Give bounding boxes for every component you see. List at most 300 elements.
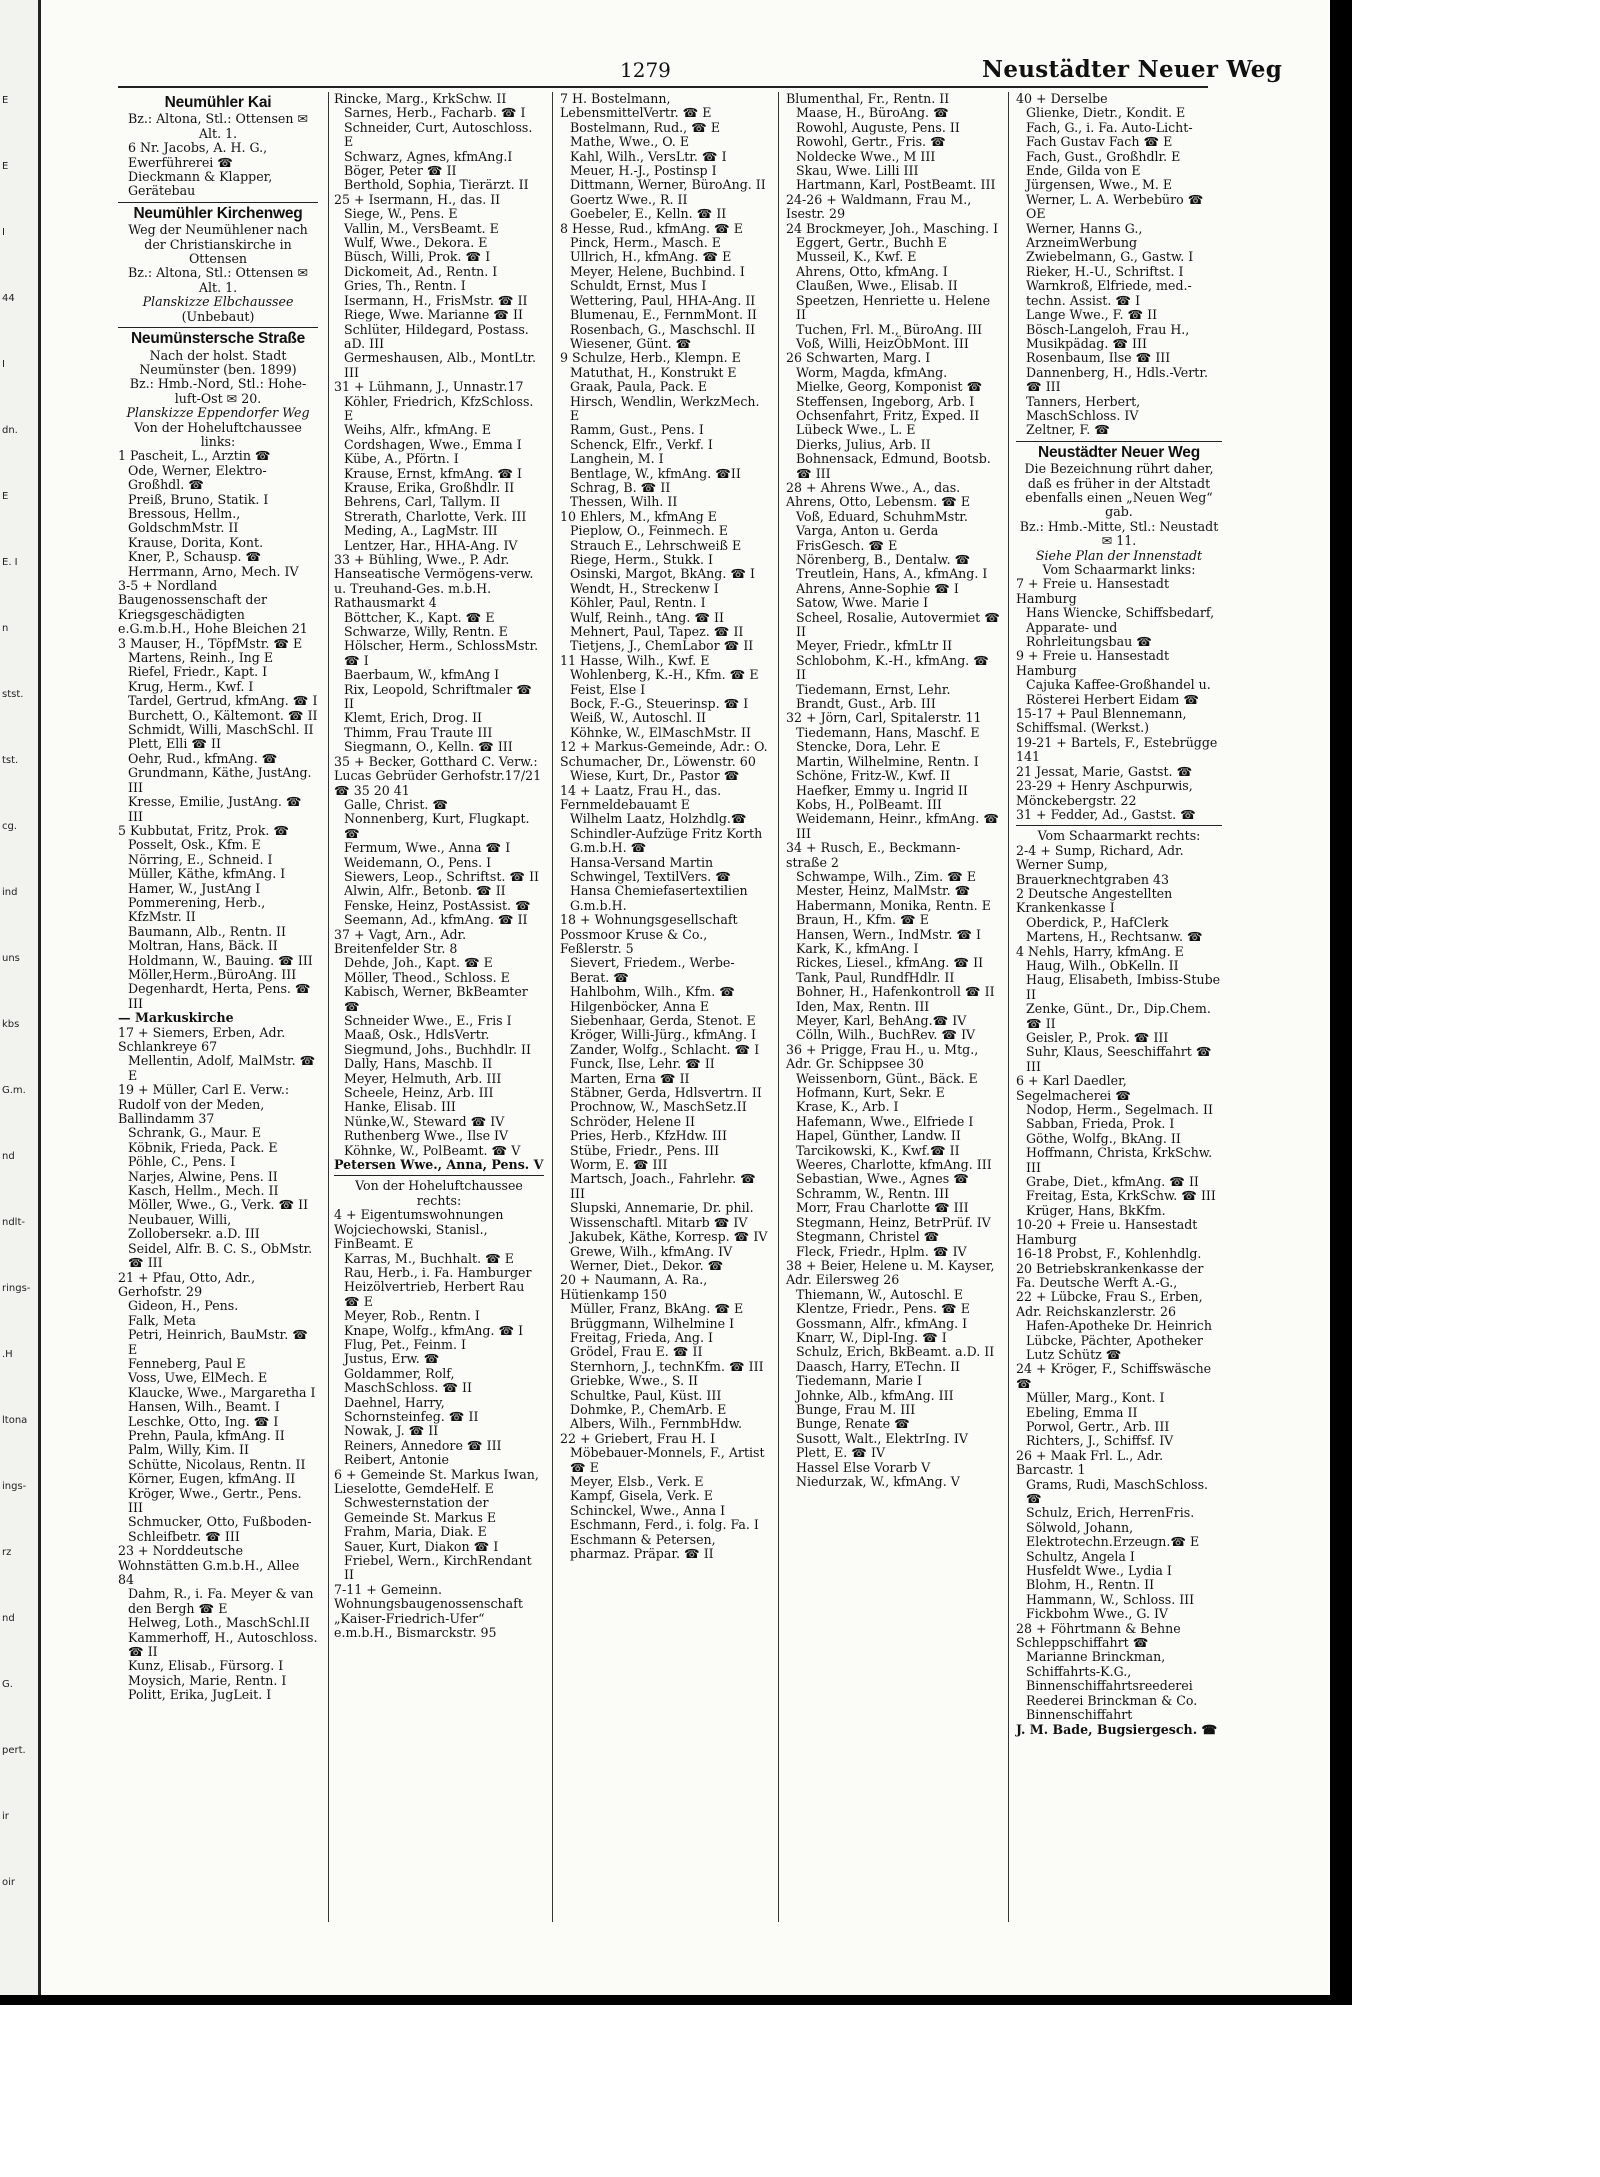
margin-fragment: nd xyxy=(2,1613,15,1624)
resident-entry: Baerbaum, W., kfmAng I xyxy=(344,667,500,683)
house-entry: 6 + Karl Daedler, Segelmacherei ☎ xyxy=(1016,1073,1131,1103)
resident-entry: J. M. Bade, Bugsiergesch. ☎ xyxy=(1016,1721,1218,1737)
street-description: Bz.: Altona, Stl.: Ottensen ✉ Alt. 1. xyxy=(127,111,313,141)
resident-entry: Slupski, Annemarie, Dr. phil. Wissenschaftl. Mitarb ☎ IV xyxy=(570,1200,758,1230)
resident-entry: Kasch, Hellm., Mech. II xyxy=(128,1183,279,1199)
house-entry: 3 Mauser, H., TöpfMstr. ☎ E xyxy=(118,635,303,651)
resident-entry: Fickbohm Wwe., G. IV xyxy=(1026,1606,1169,1622)
resident-entry: Schröder, Helene II xyxy=(570,1113,695,1129)
column-1 xyxy=(118,92,322,1922)
resident-entry: Dehde, Joh., Kapt. ☎ E xyxy=(344,955,493,971)
margin-fragment: ndlt- xyxy=(2,1217,25,1228)
resident-entry: Riege, Herm., Stukk. I xyxy=(570,552,713,567)
resident-entry: Hölscher, Herm., SchlossMstr. ☎ I xyxy=(344,638,543,668)
margin-fragment: nd xyxy=(2,1151,15,1162)
resident-entry: Fenske, Heinz, PostAssist. ☎ xyxy=(344,897,531,913)
house-entry: 38 + Beier, Helene u. M. Kayser, Adr. Eilersweg 26 xyxy=(786,1257,999,1288)
house-entry: 8 Hesse, Rud., kfmAng. ☎ E xyxy=(560,220,743,236)
resident-entry: Mathe, Wwe., O. E xyxy=(570,134,690,150)
resident-entry: Tank, Paul, RundfHdlr. II xyxy=(796,969,955,985)
resident-entry: Knape, Wolfg., kfmAng. ☎ I xyxy=(344,1322,524,1338)
resident-entry: Ebeling, Emma II xyxy=(1026,1404,1138,1420)
resident-entry: Dieckmann & Klapper, Gerätebau xyxy=(128,169,277,199)
resident-entry: Göthe, Wolfg., BkAng. II xyxy=(1026,1130,1181,1146)
resident-entry: Krase, K., Arb. I xyxy=(796,1099,899,1115)
resident-entry: Ende, Gilda von E xyxy=(1026,163,1141,179)
resident-entry: Ahrens, Anne-Sophie ☎ I xyxy=(796,580,959,596)
resident-entry: Freitag, Esta, KrkSchw. ☎ III xyxy=(1026,1188,1216,1204)
resident-entry: Kabisch, Werner, BkBeamter ☎ xyxy=(344,984,532,1014)
house-entry: 33 + Bühling, Wwe., P. Adr. Hanseatische Vermögens-verw. u. Treuhand-Ges. m.b.H. Rathausmarkt 4 xyxy=(334,552,538,611)
resident-entry: Ruthenberg Wwe., Ilse IV xyxy=(344,1128,509,1144)
plan-reference: Planskizze Eppendorfer Weg xyxy=(126,405,310,421)
resident-entry: Daehnel, Harry, Schornsteinfeg. ☎ II xyxy=(344,1394,479,1424)
resident-entry: Grundmann, Käthe, JustAng. III xyxy=(128,765,316,795)
house-entry: 10 Ehlers, M., kfmAng E xyxy=(560,508,717,524)
house-entry: 20 + Naumann, A. Ra., Hütienkamp 150 xyxy=(560,1272,712,1302)
resident-entry: Hamer, W., JustAng I xyxy=(128,880,261,896)
resident-entry: Sternhorn, J., technKfm. ☎ III xyxy=(570,1358,764,1374)
resident-entry: Voß, Eduard, SchuhmMstr. xyxy=(796,508,968,524)
resident-entry: Worm, E. ☎ III xyxy=(570,1157,668,1173)
resident-entry: Kark, K., kfmAng. I xyxy=(796,940,919,956)
resident-entry: Posselt, Osk., Kfm. E xyxy=(128,837,261,853)
house-entry: 22 + Lübcke, Frau S., Erben, Adr. Reichskanzlerstr. 26 xyxy=(1016,1289,1207,1319)
column-divider xyxy=(552,92,553,1922)
resident-entry: Köbnik, Frieda, Pack. E xyxy=(128,1139,278,1155)
resident-entry: Hafemann, Wwe., Elfriede I xyxy=(796,1113,974,1129)
resident-entry: Herrmann, Arno, Mech. IV xyxy=(128,563,299,579)
column-divider xyxy=(778,92,779,1922)
resident-entry: Schlüter, Hildegard, Postass. aD. III xyxy=(344,321,533,351)
house-entry: 7 + Freie u. Hansestadt Hamburg xyxy=(1016,576,1174,606)
resident-entry: Wulf, Reinh., tAng. ☎ II xyxy=(570,609,724,625)
margin-fragment: dn. xyxy=(2,425,18,436)
page-number: 1279 xyxy=(620,58,671,82)
house-entry: 35 + Becker, Gotthard C. Verw.: Lucas Gebrüder Gerhofstr.17/21 ☎ 35 20 41 xyxy=(334,753,546,798)
resident-entry: Oberdick, P., HafClerk xyxy=(1026,914,1169,930)
resident-entry: Petri, Heinrich, BauMstr. ☎ E xyxy=(128,1327,312,1357)
margin-fragment: E xyxy=(2,491,9,502)
resident-entry: Meyer, Rob., Rentn. I xyxy=(344,1308,480,1324)
resident-entry: Wettering, Paul, HHA-Ang. II xyxy=(570,292,756,308)
house-entry: 31 + Fedder, Ad., Gastst. ☎ xyxy=(1016,806,1196,822)
resident-entry: Langhein, M. I xyxy=(570,451,664,467)
resident-entry: Holdmann, W., Bauing. ☎ III xyxy=(128,952,313,968)
house-entry: 19-21 + Bartels, F., Estebrügge 141 xyxy=(1016,734,1222,765)
resident-entry: Ochsenfahrt, Fritz, Exped. II xyxy=(796,407,980,423)
resident-entry: Bock, F.-G., Steuerinsp. ☎ I xyxy=(570,696,749,712)
resident-entry: Helweg, Loth., MaschSchl.II xyxy=(128,1615,310,1631)
house-entry: 12 + Markus-Gemeinde, Adr.: O. Schumacher, Dr., Löwenstr. 60 xyxy=(560,739,772,769)
resident-entry: Klaucke, Wwe., Margaretha I xyxy=(128,1384,316,1400)
resident-entry: Osinski, Margot, BkAng. ☎ I xyxy=(570,566,756,582)
resident-entry: Schinckel, Wwe., Anna I xyxy=(570,1502,726,1518)
resident-entry: Meding, A., LagMstr. III xyxy=(344,523,498,539)
resident-entry: Martens, H., Rechtsanw. ☎ xyxy=(1026,929,1203,945)
resident-entry: Müller, Käthe, kfmAng. I xyxy=(128,866,286,882)
resident-entry: Wiese, Kurt, Dr., Pastor ☎ xyxy=(570,768,740,784)
resident-entry: Goertz Wwe., R. II xyxy=(570,191,688,207)
resident-entry: Weidemann, O., Pens. I xyxy=(344,854,492,870)
resident-entry: Warnkroß, Elfriede, med.-techn. Assist. ☎ I xyxy=(1026,278,1192,308)
resident-entry: Hapel, Günther, Landw. II xyxy=(796,1128,961,1144)
resident-entry: Prochnow, W., MaschSetz.II xyxy=(570,1099,747,1115)
resident-entry: Thessen, Wilh. II xyxy=(570,494,678,510)
resident-entry: Griebke, Wwe., S. II xyxy=(570,1373,699,1389)
resident-entry: Glienke, Dietr., Kondit. E xyxy=(1026,105,1186,121)
resident-entry: Justus, Erw. ☎ xyxy=(344,1351,440,1367)
house-entry: Blumenthal, Fr., Rentn. II xyxy=(786,91,950,106)
house-entry: 36 + Prigge, Frau H., u. Mtg., Adr. Gr. Schippsee 30 xyxy=(786,1041,983,1072)
street-description: Weg der Neumühlener nach der Christianskirche in Ottensen xyxy=(128,222,312,267)
resident-entry: Voss, Uwe, ElMech. E xyxy=(128,1370,268,1386)
resident-entry: Oehr, Rud., kfmAng. ☎ xyxy=(128,750,278,766)
resident-entry: Bressous, Hellm., GoldschmMstr. II xyxy=(128,505,245,536)
resident-entry: Weidemann, Heinr., kfmAng. ☎ III xyxy=(796,811,1004,841)
resident-entry: Dohmke, P., ChemArb. E xyxy=(570,1401,727,1417)
resident-entry: Goebeler, E., Kelln. ☎ II xyxy=(570,206,727,222)
resident-entry: Blumenau, E., FernmMont. II xyxy=(570,307,757,323)
resident-entry: Gossmann, Alfr., kfmAng. I xyxy=(796,1315,968,1331)
resident-entry: Nodop, Herm., Segelmach. II xyxy=(1026,1102,1213,1118)
resident-entry: Behrens, Carl, Tallym. II xyxy=(344,494,501,510)
resident-entry: Fach, G., i. Fa. Auto-Licht-Fach Gustav Fach ☎ E xyxy=(1026,119,1193,150)
resident-entry: Dickomeit, Ad., Rentn. I xyxy=(344,263,498,279)
resident-entry: Fach, Gust., Großhdlr. E xyxy=(1026,148,1181,164)
margin-fragment: ltona xyxy=(2,1415,28,1426)
resident-entry: Hassel Else Vorarb V xyxy=(796,1459,931,1475)
street-heading: Neustädter Neuer Weg xyxy=(1038,443,1200,461)
margin-fragment: stst. xyxy=(2,689,24,700)
resident-entry: Sarnes, Herb., Facharb. ☎ I xyxy=(344,105,526,121)
resident-entry: Möller, Theod., Schloss. E xyxy=(344,969,510,985)
resident-entry: Johnke, Alb., kfmAng. III xyxy=(796,1387,954,1403)
house-entry: 10-20 + Freie u. Hansestadt Hamburg xyxy=(1016,1217,1202,1247)
resident-entry: Tanners, Herbert, MaschSchloss. IV xyxy=(1026,393,1145,423)
resident-entry: Martens, Reinh., Ing E xyxy=(128,650,274,666)
resident-entry: Voß, Willi, HeizÖbMont. III xyxy=(796,335,969,351)
resident-entry: Kunz, Elisab., Fürsorg. I xyxy=(128,1658,284,1674)
resident-entry: Politt, Erika, JugLeit. I xyxy=(128,1687,272,1703)
resident-entry: Habermann, Monika, Rentn. E xyxy=(796,897,991,913)
resident-entry: Petersen Wwe., Anna, Pens. V xyxy=(334,1157,544,1173)
house-entry: 23 + Norddeutsche Wohnstätten G.m.b.H., Allee 84 xyxy=(118,1543,304,1588)
resident-entry: Köhnke, W., ElMaschMstr. II xyxy=(570,724,751,740)
street-description: (Unbebaut) xyxy=(181,308,255,324)
scan-edge-bottom xyxy=(0,1995,1352,2005)
margin-fragment: ings- xyxy=(2,1481,27,1492)
resident-entry: Klemt, Erich, Drog. II xyxy=(344,710,483,726)
resident-entry: Krause, Dorita, Kont. xyxy=(128,534,264,550)
resident-entry: Böger, Peter ☎ II xyxy=(344,163,457,179)
resident-entry: Wilhelm Laatz, Holzhdlg.☎ xyxy=(570,811,747,827)
resident-entry: Gideon, H., Pens. xyxy=(128,1298,239,1314)
resident-entry: Wendt, H., Streckenw I xyxy=(570,580,719,596)
resident-entry: Braun, H., Kfm. ☎ E xyxy=(796,912,929,928)
resident-entry: Meyer, Elsb., Verk. E xyxy=(570,1474,704,1489)
resident-entry: Niedurzak, W., kfmAng. V xyxy=(796,1474,960,1489)
margin-fragment: I xyxy=(2,359,5,370)
resident-entry: Cölln, Wilh., BuchRev. ☎ IV xyxy=(796,1027,976,1043)
resident-entry: Cordshagen, Wwe., Emma I xyxy=(344,436,522,452)
resident-entry: Haefker, Emmy u. Ingrid II xyxy=(796,782,968,798)
street-description: Vom Schaarmarkt rechts: xyxy=(1037,828,1201,844)
resident-entry: Husfeldt Wwe., Lydia I xyxy=(1026,1563,1172,1579)
resident-entry: Wohlenberg, K.-H., Kfm. ☎ E xyxy=(570,667,759,683)
resident-entry: Hammann, W., Schloss. III xyxy=(1026,1591,1195,1607)
resident-entry: Preiß, Bruno, Statik. I xyxy=(128,491,269,507)
resident-entry: Haug, Elisabeth, Imbiss-Stube II xyxy=(1026,972,1225,1002)
resident-entry: Marianne Brinckman, Schiffahrts-K.G., Binnenschiffahrtsreederei xyxy=(1026,1649,1193,1694)
house-entry: 21 Jessat, Marie, Gastst. ☎ xyxy=(1016,763,1193,779)
margin-fragment: uns xyxy=(2,953,20,964)
house-entry: 4 Nehls, Harry, kfmAng. E xyxy=(1016,943,1184,959)
resident-entry: Feist, Else I xyxy=(570,681,646,697)
resident-entry: Plett, E. ☎ IV xyxy=(796,1445,886,1461)
margin-fragment: oir xyxy=(2,1877,16,1888)
resident-entry: Knarr, W., Dipl-Ing. ☎ I xyxy=(796,1329,947,1345)
resident-entry: Hans Wiencke, Schiffsbedarf, Apparate- und Rohrleitungsbau ☎ xyxy=(1026,605,1219,650)
resident-entry: Ramm, Gust., Pens. I xyxy=(570,422,704,438)
resident-entry: Grams, Rudi, MaschSchloss. ☎ xyxy=(1026,1476,1213,1506)
resident-entry: Funck, Ilse, Lehr. ☎ II xyxy=(570,1056,715,1072)
resident-entry: Dittmann, Werner, BüroAng. II xyxy=(570,177,766,193)
resident-entry: Köhler, Paul, Rentn. I xyxy=(570,595,706,611)
resident-entry: Zenke, Günt., Dr., Dip.Chem. ☎ II xyxy=(1026,1001,1215,1031)
resident-entry: Brandt, Gust., Arb. III xyxy=(796,696,936,712)
resident-entry: Fermum, Wwe., Anna ☎ I xyxy=(344,840,511,856)
resident-entry: Richters, J., Schiffsf. IV xyxy=(1026,1433,1174,1449)
resident-entry: Meyer, Helene, Buchbind. I xyxy=(570,263,745,279)
resident-entry: Siewers, Leop., Schriftst. ☎ II xyxy=(344,868,540,884)
margin-fragment: ir xyxy=(2,1811,9,1822)
street-heading: Neumühler Kai xyxy=(164,94,272,111)
plan-reference: Siehe Plan der Innenstadt xyxy=(1035,547,1203,563)
house-entry: 15-17 + Paul Blennemann, Schiffsmal. (Werkst.) xyxy=(1016,706,1191,736)
house-entry: 19 + Müller, Carl E. Verw.: Rudolf von der Meden, Ballindamm 37 xyxy=(118,1082,294,1127)
resident-entry: Martin, Wilhelmine, Rentn. I xyxy=(796,753,979,769)
resident-entry: Dannenberg, H., Hdls.-Vertr. ☎ III xyxy=(1026,364,1212,395)
resident-entry: Palm, Willy, Kim. II xyxy=(128,1442,249,1458)
resident-entry: Berthold, Sophia, Tierärzt. II xyxy=(344,177,529,193)
header-rule xyxy=(118,86,1208,88)
house-entry: 4 + Eigentumswohnungen Wojciechowski, Stanisl., FinBeamt. E xyxy=(334,1207,508,1252)
resident-entry: Eschmann, Ferd., i. folg. Fa. I xyxy=(570,1517,759,1533)
resident-entry: Rix, Leopold, Schriftmaler ☎ II xyxy=(344,681,536,712)
resident-entry: Grödel, Frau E. ☎ II xyxy=(570,1344,703,1360)
house-entry: 7-11 + Gemeinn. Wohnungsbaugenossenschaft „Kaiser-Friedrich-Ufer“ e.m.b.H., Bismarckstr. 95 xyxy=(334,1581,527,1641)
resident-entry: Reederei Brinckman & Co. Binnenschiffahrt xyxy=(1026,1692,1202,1723)
resident-entry: Marten, Erna ☎ II xyxy=(570,1070,690,1086)
resident-entry: Porwol, Gertr., Arb. III xyxy=(1026,1418,1170,1434)
resident-entry: Blohm, H., Rentn. II xyxy=(1026,1577,1155,1593)
resident-entry: Galle, Christ. ☎ xyxy=(344,796,449,812)
resident-entry: Schmidt, Willi, MaschSchl. II xyxy=(128,722,314,738)
resident-entry: Weeres, Charlotte, kfmAng. III xyxy=(796,1157,992,1173)
resident-entry: Riefel, Friedr., Kapt. I xyxy=(128,664,268,680)
resident-entry: Lange Wwe., F. ☎ II xyxy=(1026,307,1158,323)
house-entry: 9 Schulze, Herb., Klempn. E xyxy=(560,350,741,366)
resident-entry: Bostelmann, Rud., ☎ E xyxy=(570,119,721,135)
resident-entry: Stübe, Friedr., Pens. III xyxy=(570,1142,720,1158)
house-entry: 7 H. Bostelmann, LebensmittelVertr. ☎ E xyxy=(560,91,712,121)
house-entry: 6 + Gemeinde St. Markus Iwan, Lieselotte, GemdeHelf. E xyxy=(334,1466,543,1496)
street-description: Von der Hoheluftchaussee rechts: xyxy=(355,1178,527,1208)
resident-entry: Tiedemann, Ernst, Lehr. xyxy=(796,681,951,697)
resident-entry: Mester, Heinz, MalMstr. ☎ xyxy=(796,883,971,899)
resident-entry: Hoffmann, Christa, KrkSchw. III xyxy=(1026,1145,1217,1175)
resident-entry: Reibert, Antonie xyxy=(344,1452,450,1468)
resident-entry: Siegmund, Johs., Buchhdlr. II xyxy=(344,1041,531,1057)
resident-entry: Werner, Diet., Dekor. ☎ xyxy=(570,1257,724,1273)
resident-entry: Stäbner, Gerda, Hdlsvertrn. II xyxy=(570,1085,762,1101)
resident-entry: Tiedemann, Hans, Maschf. E xyxy=(796,724,980,740)
street-description: Bz.: Hmb.-Mitte, Stl.: Neustadt ✉ 11. xyxy=(1019,518,1223,549)
resident-entry: Wulf, Wwe., Dekora. E xyxy=(344,235,488,251)
resident-entry: Ode, Werner, Elektro-Großhdl. ☎ xyxy=(128,462,267,493)
margin-fragment: tst. xyxy=(2,755,19,766)
resident-entry: Seidel, Alfr. B. C. S., ObMstr. ☎ III xyxy=(128,1240,317,1271)
resident-entry: Krause, Ernst, kfmAng. ☎ I xyxy=(344,465,522,481)
resident-entry: Rosenbach, G., Maschschl. II xyxy=(570,321,756,337)
resident-entry: Meuer, H.-J., Postinsp I xyxy=(570,163,717,179)
resident-entry: Rau, Herb., i. Fa. Hamburger Heizölvertrieb, Herbert Rau ☎ E xyxy=(344,1264,536,1309)
resident-entry: Leschke, Otto, Ing. ☎ I xyxy=(128,1413,279,1429)
resident-entry: Büsch, Willi, Prok. ☎ I xyxy=(344,249,491,265)
scan-edge-right xyxy=(1330,0,1352,2005)
resident-entry: Tarcikowski, K., Kwf.☎ II xyxy=(796,1142,960,1158)
house-entry: 1 Pascheit, L., Arztin ☎ xyxy=(118,448,271,464)
resident-entry: Hofmann, Kurt, Sekr. E xyxy=(796,1085,945,1101)
margin-fragment: cg. xyxy=(2,821,18,832)
resident-entry: Sabban, Frieda, Prok. I xyxy=(1026,1116,1175,1132)
resident-entry: Kner, P., Schausp. ☎ xyxy=(128,549,262,565)
resident-entry: Kresse, Emilie, JustAng. ☎ III xyxy=(128,794,306,824)
resident-entry: Weihs, Alfr., kfmAng. E xyxy=(344,422,492,438)
resident-entry: Bohnensack, Edmund, Bootsb. ☎ III xyxy=(796,451,995,481)
resident-entry: Eschmann & Petersen, pharmaz. Präpar. ☎ II xyxy=(570,1531,720,1562)
resident-entry: Pries, Herb., KfzHdw. III xyxy=(570,1128,727,1144)
margin-fragment: G.m. xyxy=(2,1085,26,1096)
house-entry: 17 + Siemers, Erben, Adr. Schlankreye 67 xyxy=(118,1024,290,1054)
plan-reference: Planskizze Elbchaussee xyxy=(142,294,294,310)
resident-entry: Hahlbohm, Wilh., Kfm. ☎ xyxy=(570,984,735,1000)
house-entry: 3-5 + Nordland Baugenossenschaft der Kriegsgeschädigten e.G.m.b.H., Hohe Bleichen 21 xyxy=(118,578,308,637)
resident-entry: Germeshausen, Alb., MontLtr. III xyxy=(344,350,541,380)
resident-entry: Schramm, W., Rentn. III xyxy=(796,1185,950,1201)
resident-entry: Narjes, Alwine, Pens. II xyxy=(128,1168,278,1184)
margin-fragment: I xyxy=(2,227,5,238)
resident-entry: Hafen-Apotheke Dr. Heinrich Lübcke, Pächter, Apotheker Lutz Schütz ☎ xyxy=(1026,1318,1216,1362)
resident-entry: Möller,Herm.,BüroAng. III xyxy=(128,966,297,982)
resident-entry: Lübeck Wwe., L. E xyxy=(796,422,916,438)
resident-entry: Kobs, H., PolBeamt. III xyxy=(796,796,942,812)
resident-entry: Bunge, Frau M. III xyxy=(796,1401,916,1417)
resident-entry: Krug, Herm., Kwf. I xyxy=(128,678,254,694)
resident-entry: Tietjens, J., ChemLabor ☎ II xyxy=(570,638,754,654)
resident-entry: Böttcher, K., Kapt. ☎ E xyxy=(344,609,495,625)
resident-entry: Rickes, Liesel., kfmAng. ☎ II xyxy=(796,955,984,971)
resident-entry: Isermann, H., FrisMstr. ☎ II xyxy=(344,292,528,308)
margin-fragment: kbs xyxy=(2,1019,20,1030)
house-entry: 22 + Griebert, Frau H. I xyxy=(560,1430,716,1446)
resident-entry: Lentzer, Har., HHA-Ang. IV xyxy=(344,537,518,553)
street-description: Die Bezeichnung rührt daher, daß es früher in der Altstadt ebenfalls einen „Neuen Weg“ gab. xyxy=(1024,461,1218,520)
resident-entry: Pommerening, Herb., KfzMstr. II xyxy=(128,894,270,925)
resident-entry: Schultz, Angela I xyxy=(1026,1548,1135,1564)
street-description: Bz.: Altona, Stl.: Ottensen ✉ Alt. 1. xyxy=(127,265,313,295)
resident-entry: Schmucker, Otto, Fußboden-Schleifbetr. ☎ III xyxy=(128,1514,312,1544)
margin-fragment: E xyxy=(2,95,9,106)
resident-entry: Moysich, Marie, Rentn. I xyxy=(128,1672,287,1688)
margin-fragment: E. I xyxy=(2,557,18,568)
margin-fragment: pert. xyxy=(2,1745,26,1756)
resident-entry: Haug, Wilh., ObKelln. II xyxy=(1026,957,1179,973)
margin-fragment: G. xyxy=(2,1679,13,1690)
resident-entry: Schrag, B. ☎ II xyxy=(570,479,671,495)
resident-entry: Schulz, Erich, HerrenFris. xyxy=(1026,1505,1195,1521)
resident-entry: Krause, Erika, Großhdlr. II xyxy=(344,479,515,495)
resident-entry: Baumann, Alb., Rentn. II xyxy=(128,923,286,939)
resident-entry: Prehn, Paula, kfmAng. II xyxy=(128,1427,285,1443)
resident-entry: Maaß, Osk., HdlsVertr. xyxy=(344,1027,490,1043)
resident-entry: Hansa-Versand Martin Schwingel, TextilVers. ☎ xyxy=(570,854,731,884)
resident-entry: Hartmann, Karl, PostBeamt. III xyxy=(796,177,996,193)
resident-entry: Kampf, Gisela, Verk. E xyxy=(570,1488,713,1504)
resident-entry: Schöne, Fritz-W., Kwf. II xyxy=(796,768,951,784)
resident-entry: Schütte, Nicolaus, Rentn. II xyxy=(128,1456,306,1472)
resident-entry: 6 Nr. Jacobs, A. H. G., Ewerführerei ☎ xyxy=(128,140,272,170)
resident-entry: Suhr, Klaus, Seeschiffahrt ☎ III xyxy=(1026,1044,1216,1074)
resident-entry: Steffensen, Ingeborg, Arb. I xyxy=(796,393,975,409)
resident-entry: Nonnenberg, Kurt, Flugkapt. ☎ xyxy=(344,811,534,841)
resident-entry: Meyer, Helmuth, Arb. III xyxy=(344,1070,502,1086)
resident-entry: Noldecke Wwe., M III xyxy=(796,148,936,164)
house-entry: 31 + Lühmann, J., Unnastr.17 xyxy=(334,379,524,395)
margin-fragment: ind xyxy=(2,887,18,898)
resident-entry: Schwesternstation der Gemeinde St. Markus E xyxy=(344,1495,497,1525)
resident-entry: Sauer, Kurt, Diakon ☎ I xyxy=(344,1538,499,1554)
street-heading: Neumühler Kirchenweg xyxy=(133,204,303,222)
house-entry: 9 + Freie u. Hansestadt Hamburg xyxy=(1016,648,1174,678)
resident-entry: Geisler, P., Prok. ☎ III xyxy=(1026,1030,1169,1045)
resident-entry: Degenhardt, Herta, Pens. ☎ III xyxy=(128,981,315,1011)
resident-entry: Eggert, Gertr., Buchh E xyxy=(796,235,947,251)
house-entry: Rincke, Marg., KrkSchw. II xyxy=(334,91,507,106)
resident-entry: Goldammer, Rolf, MaschSchloss. ☎ II xyxy=(344,1365,473,1396)
house-entry: 16-18 Probst, F., Kohlenhdlg. xyxy=(1016,1246,1202,1262)
section-rule xyxy=(118,327,318,328)
resident-entry: Mellentin, Adolf, MalMstr. ☎ E xyxy=(128,1053,320,1083)
margin-fragment: E xyxy=(2,161,9,172)
resident-entry: Schindler-Aufzüge Fritz Korth G.m.b.H. ☎ xyxy=(570,825,767,856)
resident-entry: Tuchen, Frl. M., BüroAng. III xyxy=(796,321,983,337)
house-entry: 28 + Ahrens Wwe., A., das. Ahrens, Otto, Lebensm. ☎ E xyxy=(786,479,971,510)
street-description: Nach der holst. Stadt Neumünster (ben. 1899) xyxy=(139,347,297,377)
resident-entry: Köhler, Friedrich, KfzSchloss. E xyxy=(344,393,538,423)
resident-entry: Schuldt, Ernst, Mus I xyxy=(570,278,707,294)
resident-entry: Ahrens, Otto, kfmAng. I xyxy=(796,263,948,279)
resident-entry: Burchett, O., Kältemont. ☎ II xyxy=(128,707,318,723)
resident-entry: Rieker, H.-U., Schriftst. I xyxy=(1026,263,1184,279)
street-description: Von der Hoheluftchaussee links: xyxy=(134,419,306,449)
resident-entry: Nowak, J. ☎ II xyxy=(344,1423,439,1439)
resident-entry: Hirsch, Wendlin, WerkzMech. E xyxy=(570,393,764,423)
resident-entry: Martsch, Joach., Fahrlehr. ☎ III xyxy=(570,1171,760,1201)
resident-entry: Nörenberg, B., Dentalw. ☎ xyxy=(796,552,971,567)
resident-entry: Graak, Paula, Pack. E xyxy=(570,379,708,395)
